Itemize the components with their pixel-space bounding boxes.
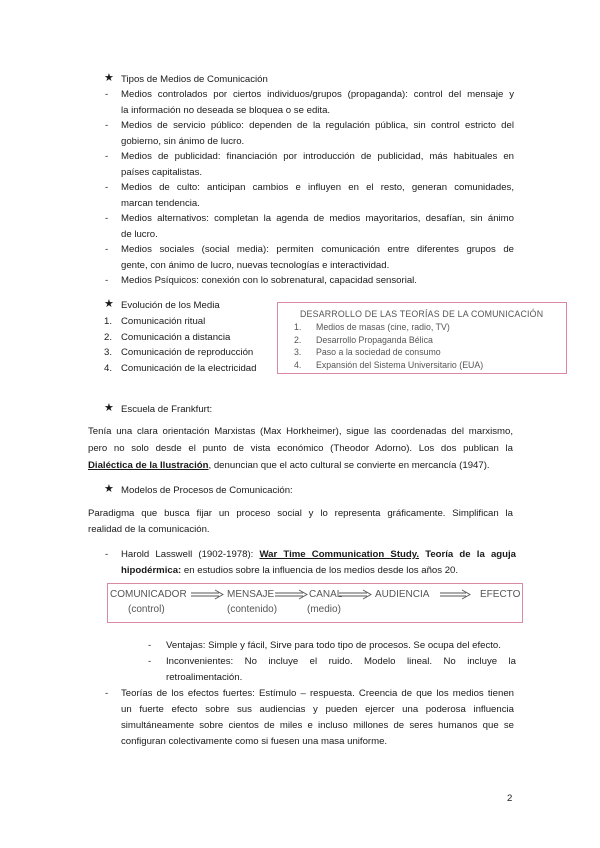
page-number: 2 xyxy=(507,793,513,804)
lasswell-diagram xyxy=(107,583,523,623)
inconvenientes-line-2: retroalimentación. xyxy=(166,672,243,683)
list-number: 3. xyxy=(104,347,113,358)
node-efecto: EFECTO xyxy=(480,589,521,600)
evolucion-item: Comunicación a distancia xyxy=(121,331,231,343)
bullet-star-icon: ★ xyxy=(104,298,114,310)
frankfurt-line-1: Tenía una clara orientación Marxistas (Max Horkheimer), sigue las coordenadas del marxismo, xyxy=(88,426,513,437)
inconvenientes-line-1: Inconvenientes: No incluye el ruido. Modelo lineal. No incluye la xyxy=(166,656,516,667)
teorias-box xyxy=(277,302,567,374)
node-mensaje: MENSAJE xyxy=(227,589,275,600)
efectos-fuertes-line: Teorías de los efectos fuertes: Estímulo – respuesta. Creencia de que los medios tienen xyxy=(121,688,514,699)
dash-bullet: - xyxy=(105,275,109,286)
tipo-medio-line: marcan tendencia. xyxy=(121,197,200,209)
teorias-box-item: Desarrollo Propaganda Bélica xyxy=(316,334,433,345)
modelos-line-2: realidad de la comunicación. xyxy=(88,524,210,535)
section-title-frankfurt: Escuela de Frankfurt: xyxy=(121,404,213,415)
dash-bullet: - xyxy=(105,120,109,131)
list-number: 1. xyxy=(294,322,302,332)
tipo-medio-line: gobierno, sin ánimo de lucro. xyxy=(121,135,245,147)
node-mensaje-sub: (contenido) xyxy=(227,604,278,615)
ventajas-text: Ventajas: Simple y fácil, Sirve para todo tipo de procesos. Se ocupa del efecto. xyxy=(166,640,501,651)
evolucion-item: Comunicación de reproducción xyxy=(121,347,254,358)
tipo-medio-line: Medios controlados por ciertos individuos/grupos (propaganda): control del mensaje y xyxy=(121,89,514,100)
list-number: 4. xyxy=(294,359,302,370)
tipo-medio-line: la información no deseada se bloquea o se edita. xyxy=(121,104,331,116)
frankfurt-line-3 xyxy=(88,458,518,473)
tipo-medio-line: países capitalistas. xyxy=(121,166,203,178)
teorias-box-item: Expansión del Sistema Universitario (EUA) xyxy=(316,359,484,370)
lasswell-line-1 xyxy=(121,547,516,562)
efectos-fuertes-line: un fuerte efecto sobre sus audiencias y pueden ejercer una poderosa influencia xyxy=(121,704,514,715)
dash-bullet: - xyxy=(105,151,109,162)
bullet-star-icon: ★ xyxy=(104,402,114,414)
tipo-medio-line: Medios de publicidad: financiación por introducción de publicidad, más habituales en xyxy=(121,151,514,162)
evolucion-item: Comunicación ritual xyxy=(121,316,206,327)
list-number: 1. xyxy=(104,316,113,327)
dash-bullet: - xyxy=(148,640,152,651)
dash-bullet: - xyxy=(105,213,109,224)
dash-bullet: - xyxy=(105,549,109,560)
list-number: 2. xyxy=(294,334,302,345)
list-number: 3. xyxy=(294,347,302,357)
tipo-medio-line: Medios sociales (social media): permiten comunicación entre diferentes grupos de xyxy=(121,244,514,255)
tipo-medio-line: Medios de servicio público: dependen de la regulación pública, sin control estricto del xyxy=(121,120,514,131)
bullet-star-icon: ★ xyxy=(104,72,114,84)
modelos-line-1: Paradigma que busca fijar un proceso social y lo representa gráficamente. Simplifican la xyxy=(88,508,513,519)
node-comunicador-sub: (control) xyxy=(128,604,165,615)
lasswell-line-2 xyxy=(121,563,458,578)
evolucion-item: Comunicación de la electricidad xyxy=(121,362,257,374)
node-canal: CANAL xyxy=(309,589,343,600)
tipo-medio-line: Medios alternativos: completan la agenda de medios mayoritarios, desafían, sin ánimo xyxy=(121,213,514,224)
dash-bullet: - xyxy=(148,656,152,667)
node-audiencia: AUDIENCIA xyxy=(375,589,430,600)
lasswell-desc: en estudios sobre la influencia de los medios desde los años 20. xyxy=(181,565,459,576)
frankfurt-line-2: pero no solo desde el punto de vista económico (Theodor Adorno). Los dos publican la xyxy=(88,443,513,454)
section-title-modelos: Modelos de Procesos de Comunicación: xyxy=(121,485,293,496)
node-comunicador: COMUNICADOR xyxy=(110,589,187,600)
efectos-fuertes-line: configuran colectivamente como si fuesen una masa uniforme. xyxy=(121,736,388,747)
lasswell-name: Harold Lasswell (1902-1978): xyxy=(121,549,260,560)
tipo-medio-line: gente, con ánimo de lucro, nuevas tecnologías e interactividad. xyxy=(121,259,390,271)
section-title-evolucion: Evolución de los Media xyxy=(121,300,220,311)
aguja-label: Teoría de la aguja xyxy=(419,549,517,560)
list-number: 2. xyxy=(104,331,113,343)
bullet-star-icon: ★ xyxy=(104,483,114,495)
tipo-medio-line: de lucro. xyxy=(121,228,158,240)
frankfurt-line-3-rest: , denuncian que el acto cultural se convierte en mercancía (1947). xyxy=(208,460,490,471)
teorias-box-item: Paso a la sociedad de consumo xyxy=(316,347,441,357)
tipo-medio-line: Medios de culto: anticipan cambios e influyen en el resto, generan comunidades, xyxy=(121,182,514,193)
node-canal-sub: (medio) xyxy=(307,604,341,615)
efectos-fuertes-line: simultáneamente sobre cientos de miles e incluso millones de seres humanos que se xyxy=(121,720,514,731)
list-number: 4. xyxy=(104,362,113,374)
section-title-tipos: Tipos de Medios de Comunicación xyxy=(121,74,268,85)
hipodermica-label: hipodérmica: xyxy=(121,565,182,576)
dash-bullet: - xyxy=(105,688,109,699)
dash-bullet: - xyxy=(105,182,109,193)
dash-bullet: - xyxy=(105,89,109,100)
tipo-medio-line: Medios Psíquicos: conexión con lo sobrenatural, capacidad sensorial. xyxy=(121,275,417,286)
teorias-box-title: DESARROLLO DE LAS TEORÍAS DE LA COMUNICACIÓN xyxy=(300,309,544,319)
war-time-study-title: War Time Communication Study. xyxy=(259,549,420,560)
dialectica-book-title: Dialéctica de la Ilustración xyxy=(88,460,209,471)
dash-bullet: - xyxy=(105,244,109,255)
teorias-box-item: Medios de masas (cine, radio, TV) xyxy=(316,322,450,332)
